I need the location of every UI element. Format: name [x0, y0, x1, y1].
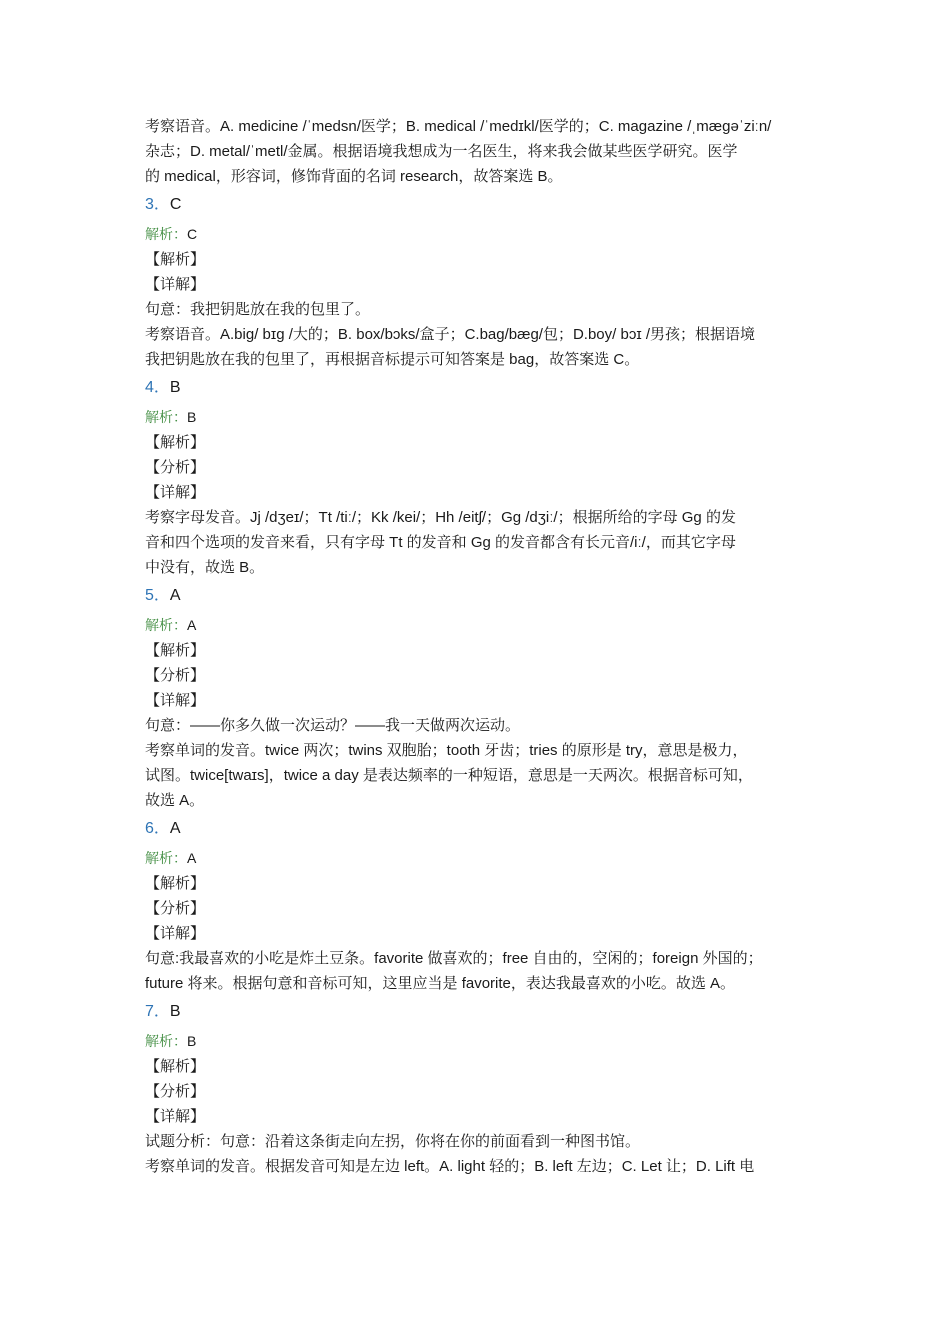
- text-line: 我把钥匙放在我的包里了，再根据音标提示可知答案是 bag，故答案选 C。: [145, 351, 640, 368]
- analysis-value: B: [187, 1033, 197, 1049]
- explanation-paragraph: [145, 946, 825, 996]
- text-line: 句意:我最喜欢的小吃是炸土豆条。favorite 做喜欢的；free 自由的，空闲的；foreign 外国的；: [145, 950, 763, 967]
- question-number-label: 3．: [145, 196, 170, 213]
- analysis-label: 解析：: [145, 1033, 187, 1049]
- answer-content: [145, 114, 825, 1179]
- section-tag: 【详解】: [145, 925, 206, 942]
- section-tag: 【分析】: [145, 459, 206, 476]
- answer-letter: C: [169, 196, 182, 213]
- analysis-line: [145, 845, 825, 871]
- analysis-value: C: [187, 226, 198, 242]
- answer-item-7: [145, 998, 825, 1179]
- answer-letter: B: [169, 379, 181, 396]
- analysis-value: B: [187, 409, 197, 425]
- section-tag: 【解析】: [145, 642, 206, 659]
- analysis-label: 解析：: [145, 226, 187, 242]
- section-tag: 【详解】: [145, 484, 206, 501]
- text-line: 考察单词的发音。twice 两次；twins 双胞胎；tooth 牙齿；tries 的原形是 try，意思是极力，: [145, 742, 748, 759]
- analysis-line: [145, 1028, 825, 1054]
- text-line: 考察语音。A. medicine /ˈmedsn/医学；B. medical /ˈmedɪkl/医学的；C. magazine /ˌmægəˈziːn/: [145, 118, 772, 135]
- section-tag: 【解析】: [145, 251, 206, 268]
- answer-letter: A: [169, 587, 181, 604]
- text-line: 中没有，故选 B。: [145, 559, 265, 576]
- text-line: 试题分析：句意：沿着这条街走向左拐，你将在你的前面看到一种图书馆。: [145, 1133, 641, 1150]
- question-number-label: 5．: [145, 587, 170, 604]
- text-line: 的 medical，形容词，修饰背面的名词 research，故答案选 B。: [145, 168, 563, 185]
- question-number: [145, 374, 825, 402]
- explanation-paragraph: [145, 738, 825, 813]
- text-line: 故选 A。: [145, 792, 205, 809]
- text-line: 句意：我把钥匙放在我的包里了。: [145, 301, 371, 318]
- analysis-label: 解析：: [145, 850, 187, 866]
- answer-item-6: [145, 815, 825, 996]
- answer-letter: A: [169, 820, 181, 837]
- analysis-line: [145, 404, 825, 430]
- question-number-label: 6．: [145, 820, 170, 837]
- question-number: [145, 582, 825, 610]
- answer-letter: B: [169, 1003, 181, 1020]
- analysis-label: 解析：: [145, 409, 187, 425]
- explanation-paragraph: [145, 322, 825, 372]
- text-line: 考察单词的发音。根据发音可知是左边 left。A. light 轻的；B. left 左边；C. Let 让；D. Lift 电: [145, 1158, 755, 1175]
- explanation-paragraph: [145, 1154, 825, 1179]
- explanation-paragraph: [145, 297, 825, 322]
- section-tag: 【解析】: [145, 434, 206, 451]
- answer-item-3: [145, 191, 825, 372]
- explanation-paragraph: [145, 713, 825, 738]
- question-number-label: 7．: [145, 1003, 170, 1020]
- question-number: [145, 191, 825, 219]
- text-line: 试图。twice[twaɪs]，twice a day 是表达频率的一种短语，意思是一天两次。根据音标可知，: [145, 767, 753, 784]
- question-number: [145, 998, 825, 1026]
- section-tag: 【分析】: [145, 1083, 206, 1100]
- text-line: 考察字母发音。Jj /dʒeɪ/；Tt /tiː/；Kk /kei/；Hh /eitʃ/；Gg /dʒiː/；根据所给的字母 Gg 的发: [145, 509, 736, 526]
- analysis-label: 解析：: [145, 617, 187, 633]
- section-tag: 【详解】: [145, 276, 206, 293]
- answer-item-4: [145, 374, 825, 580]
- text-line: future 将来。根据句意和音标可知，这里应当是 favorite，表达我最喜欢的小吃。故选 A。: [145, 975, 736, 992]
- section-tag: 【详解】: [145, 692, 206, 709]
- text-line: 考察语音。A.big/ bɪg /大的；B. box/bɔks/盒子；C.bag/bæg/包；D.boy/ bɔɪ /男孩；根据语境: [145, 326, 756, 343]
- analysis-value: A: [187, 617, 197, 633]
- text-line: 句意：——你多久做一次运动？——我一天做两次运动。: [145, 717, 521, 734]
- section-tag: 【分析】: [145, 667, 206, 684]
- analysis-line: [145, 221, 825, 247]
- answer-item-5: [145, 582, 825, 813]
- explanation-paragraph: [145, 505, 825, 580]
- text-line: 音和四个选项的发音来看，只有字母 Tt 的发音和 Gg 的发音都含有长元音/iː/，而其它字母: [145, 534, 736, 551]
- section-tag: 【解析】: [145, 1058, 206, 1075]
- section-tag: 【解析】: [145, 875, 206, 892]
- section-tag: 【详解】: [145, 1108, 206, 1125]
- explanation-paragraph: [145, 1129, 825, 1154]
- section-tag: 【分析】: [145, 900, 206, 917]
- analysis-value: A: [187, 850, 197, 866]
- intro-paragraph: [145, 114, 825, 189]
- question-number: [145, 815, 825, 843]
- text-line: 杂志；D. metal/ˈmetl/金属。根据语境我想成为一名医生，将来我会做某些医学研究。医学: [145, 143, 738, 160]
- question-number-label: 4．: [145, 379, 170, 396]
- analysis-line: [145, 612, 825, 638]
